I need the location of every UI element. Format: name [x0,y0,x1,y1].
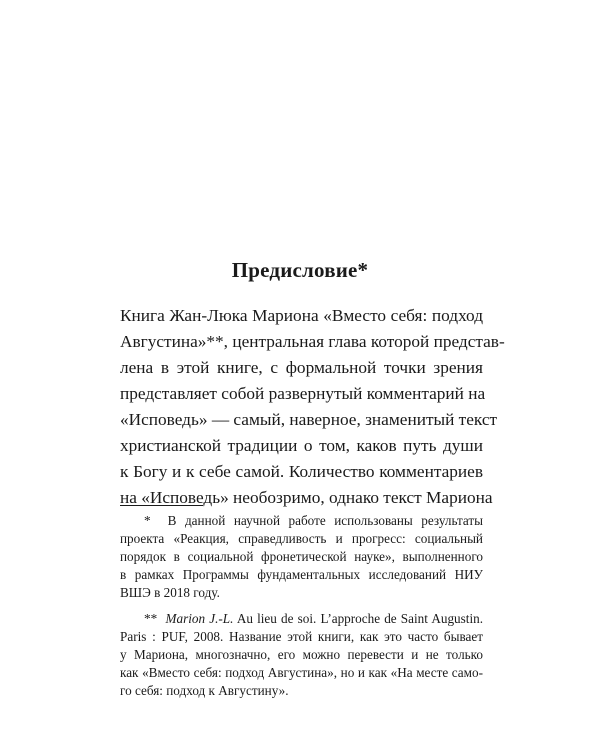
footnote-line: го себя: подход к Августину». [120,683,289,698]
footnote-marker: ** [144,611,158,626]
body-line: лена в этой книге, с формальной точки зрения [120,358,483,377]
footnote-line: проекта «Реакция, справедливость и прогресс: социальный [120,531,483,546]
footnote-2 [120,610,483,700]
footnote-line: в рамках Программы фундаментальных исследований НИУ [120,567,483,582]
footnote-line: Paris : PUF, 2008. Название этой книги, как это часто бывает [120,629,483,644]
footnote-marker: * [144,513,151,528]
body-line: к Богу и к себе самой. Количество комментариев [120,462,483,481]
footnote-text: В данной научной работе использованы результаты [167,513,484,528]
body-line: Августина»**, центральная глава которой представ- [120,332,505,351]
footnote-line: как «Вместо себя: подход Августина», но и как «На месте само- [120,665,483,680]
footnote-separator [120,505,203,506]
body-paragraph [120,303,505,511]
body-line: на «Исповедь» необозримо, однако текст Мариона [120,488,493,507]
footnote-line: у Мариона, многозначно, его можно перевести и не только [120,647,483,662]
footnote-line [120,610,483,628]
footnote-line: порядок в социальной фронетической науке», выполненного [120,549,483,564]
body-line: христианской традиции о том, каков путь души [120,436,483,455]
body-line: Книга Жан-Люка Мариона «Вместо себя: подход [120,306,483,325]
citation-author: Marion J.-L. [165,611,234,626]
footnote-line: ВШЭ в 2018 году. [120,585,220,600]
footnote-1 [120,512,483,602]
footnote-line [120,512,483,530]
body-line: «Исповедь» — самый, наверное, знаменитый текст [120,410,498,429]
citation-title: Au lieu de soi. L’approche de Saint Augustin. [233,611,483,626]
body-line: представляет собой развернутый комментарий на [120,384,486,403]
chapter-title: Предисловие* [231,258,369,282]
